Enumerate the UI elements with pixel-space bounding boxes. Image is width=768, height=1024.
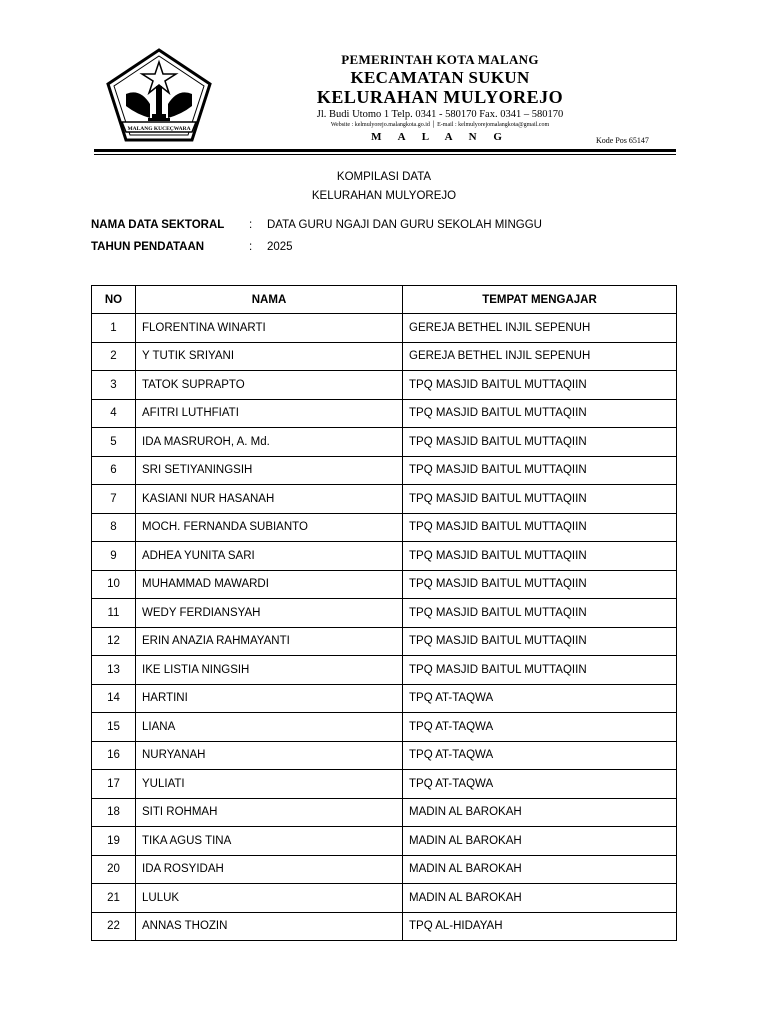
table-row [92, 827, 677, 856]
teaching-place: TPQ AL-HIDAYAH [403, 912, 677, 941]
row-number: 8 [92, 513, 136, 542]
teacher-name: Y TUTIK SRIYANI [136, 342, 403, 371]
village-name: KELURAHAN MULYOREJO [316, 87, 564, 107]
row-number: 5 [92, 428, 136, 457]
teacher-name: MUHAMMAD MAWARDI [136, 570, 403, 599]
letterhead-divider-thin [94, 154, 676, 155]
address-line: Jl. Budi Utomo 1 Telp. 0341 - 580170 Fax. 0341 – 580170 [316, 109, 564, 120]
teaching-place: TPQ MASJID BAITUL MUTTAQIIN [403, 456, 677, 485]
teaching-place: TPQ AT-TAQWA [403, 713, 677, 742]
teacher-name: FLORENTINA WINARTI [136, 314, 403, 343]
teacher-name: SITI ROHMAH [136, 798, 403, 827]
teacher-name: IDA ROSYIDAH [136, 855, 403, 884]
row-number: 14 [92, 684, 136, 713]
letterhead-text [232, 52, 648, 145]
table-row [92, 884, 677, 913]
table-row [92, 542, 677, 571]
teacher-name: IDA MASRUROH, A. Md. [136, 428, 403, 457]
city-name: M A L A N G [371, 131, 509, 143]
teacher-name: ADHEA YUNITA SARI [136, 542, 403, 571]
meta-row-sector [91, 214, 542, 236]
logo-motto-text: MALANG KUCEÇWARA [127, 126, 191, 132]
teacher-name: TIKA AGUS TINA [136, 827, 403, 856]
teacher-name: NURYANAH [136, 741, 403, 770]
table-row [92, 770, 677, 799]
table-row [92, 428, 677, 457]
teacher-name: HARTINI [136, 684, 403, 713]
district-name: KECAMATAN SUKUN [350, 68, 530, 87]
website-email-line: Website : kelmulyorejo.malangkota.go.id │ E-mail : kelmulyorejomalangkota@gmail.com [330, 122, 550, 128]
row-number: 16 [92, 741, 136, 770]
table-row [92, 713, 677, 742]
table-row [92, 399, 677, 428]
teaching-place: MADIN AL BAROKAH [403, 798, 677, 827]
table-row [92, 627, 677, 656]
teacher-name: MOCH. FERNANDA SUBIANTO [136, 513, 403, 542]
teaching-place: TPQ MASJID BAITUL MUTTAQIIN [403, 542, 677, 571]
letterhead [0, 0, 768, 160]
year-label: TAHUN PENDATAAN [91, 241, 205, 253]
teacher-name: IKE LISTIA NINGSIH [136, 656, 403, 685]
table-row [92, 798, 677, 827]
row-number: 17 [92, 770, 136, 799]
teaching-place: TPQ AT-TAQWA [403, 770, 677, 799]
row-number: 9 [92, 542, 136, 571]
teacher-name: WEDY FERDIANSYAH [136, 599, 403, 628]
column-header-tempat-mengajar: TEMPAT MENGAJAR [403, 286, 677, 314]
table-row [92, 912, 677, 941]
government-name: PEMERINTAH KOTA MALANG [341, 52, 539, 67]
row-number: 4 [92, 399, 136, 428]
row-number: 13 [92, 656, 136, 685]
table-row [92, 741, 677, 770]
table-row [92, 314, 677, 343]
teaching-place: GEREJA BETHEL INJIL SEPENUH [403, 314, 677, 343]
teacher-name: TATOK SUPRAPTO [136, 371, 403, 400]
table-row [92, 513, 677, 542]
document-title [0, 168, 768, 206]
teaching-place: TPQ MASJID BAITUL MUTTAQIIN [403, 371, 677, 400]
teacher-name: YULIATI [136, 770, 403, 799]
teaching-place: TPQ MASJID BAITUL MUTTAQIIN [403, 627, 677, 656]
table-row [92, 456, 677, 485]
teaching-place: TPQ AT-TAQWA [403, 741, 677, 770]
teacher-name: LIANA [136, 713, 403, 742]
teaching-place: TPQ MASJID BAITUL MUTTAQIIN [403, 599, 677, 628]
row-number: 18 [92, 798, 136, 827]
row-number: 10 [92, 570, 136, 599]
teacher-name: KASIANI NUR HASANAH [136, 485, 403, 514]
table-row [92, 684, 677, 713]
sector-value: DATA GURU NGAJI DAN GURU SEKOLAH MINGGU [267, 219, 542, 231]
teaching-place: TPQ MASJID BAITUL MUTTAQIIN [403, 656, 677, 685]
row-number: 3 [92, 371, 136, 400]
teaching-place: TPQ MASJID BAITUL MUTTAQIIN [403, 399, 677, 428]
teacher-name: ERIN ANAZIA RAHMAYANTI [136, 627, 403, 656]
teacher-name: ANNAS THOZIN [136, 912, 403, 941]
teaching-place: GEREJA BETHEL INJIL SEPENUH [403, 342, 677, 371]
table-row [92, 599, 677, 628]
row-number: 6 [92, 456, 136, 485]
postal-code: Kode Pos 65147 [596, 136, 649, 145]
teaching-place: TPQ MASJID BAITUL MUTTAQIIN [403, 513, 677, 542]
table-row [92, 570, 677, 599]
row-number: 19 [92, 827, 136, 856]
column-header-no: NO [92, 286, 136, 314]
teaching-place: TPQ MASJID BAITUL MUTTAQIIN [403, 570, 677, 599]
malang-city-emblem-icon [106, 48, 212, 142]
title-line-2: KELURAHAN MULYOREJO [311, 190, 457, 202]
row-number: 15 [92, 713, 136, 742]
table-row [92, 342, 677, 371]
table-row [92, 485, 677, 514]
row-number: 2 [92, 342, 136, 371]
row-number: 22 [92, 912, 136, 941]
teacher-name: AFITRI LUTHFIATI [136, 399, 403, 428]
row-number: 20 [92, 855, 136, 884]
row-number: 11 [92, 599, 136, 628]
teaching-place: TPQ AT-TAQWA [403, 684, 677, 713]
table-header-row [92, 286, 677, 314]
row-number: 7 [92, 485, 136, 514]
teacher-name: SRI SETIYANINGSIH [136, 456, 403, 485]
teaching-place: TPQ MASJID BAITUL MUTTAQIIN [403, 428, 677, 457]
row-number: 1 [92, 314, 136, 343]
table-row [92, 656, 677, 685]
document-meta [91, 214, 542, 258]
teaching-place: TPQ MASJID BAITUL MUTTAQIIN [403, 485, 677, 514]
year-value: 2025 [267, 241, 293, 253]
sector-label: NAMA DATA SEKTORAL [91, 219, 225, 231]
table-row [92, 371, 677, 400]
teaching-place: MADIN AL BAROKAH [403, 827, 677, 856]
colon: : [249, 219, 253, 231]
column-header-nama: NAMA [136, 286, 403, 314]
title-line-1: KOMPILASI DATA [336, 171, 432, 183]
table-row [92, 855, 677, 884]
teachers-table [91, 285, 677, 941]
row-number: 21 [92, 884, 136, 913]
teacher-name: LULUK [136, 884, 403, 913]
meta-row-year [91, 236, 542, 258]
letterhead-divider-thick [94, 149, 676, 152]
teaching-place: MADIN AL BAROKAH [403, 884, 677, 913]
colon: : [249, 241, 253, 253]
teaching-place: MADIN AL BAROKAH [403, 855, 677, 884]
row-number: 12 [92, 627, 136, 656]
